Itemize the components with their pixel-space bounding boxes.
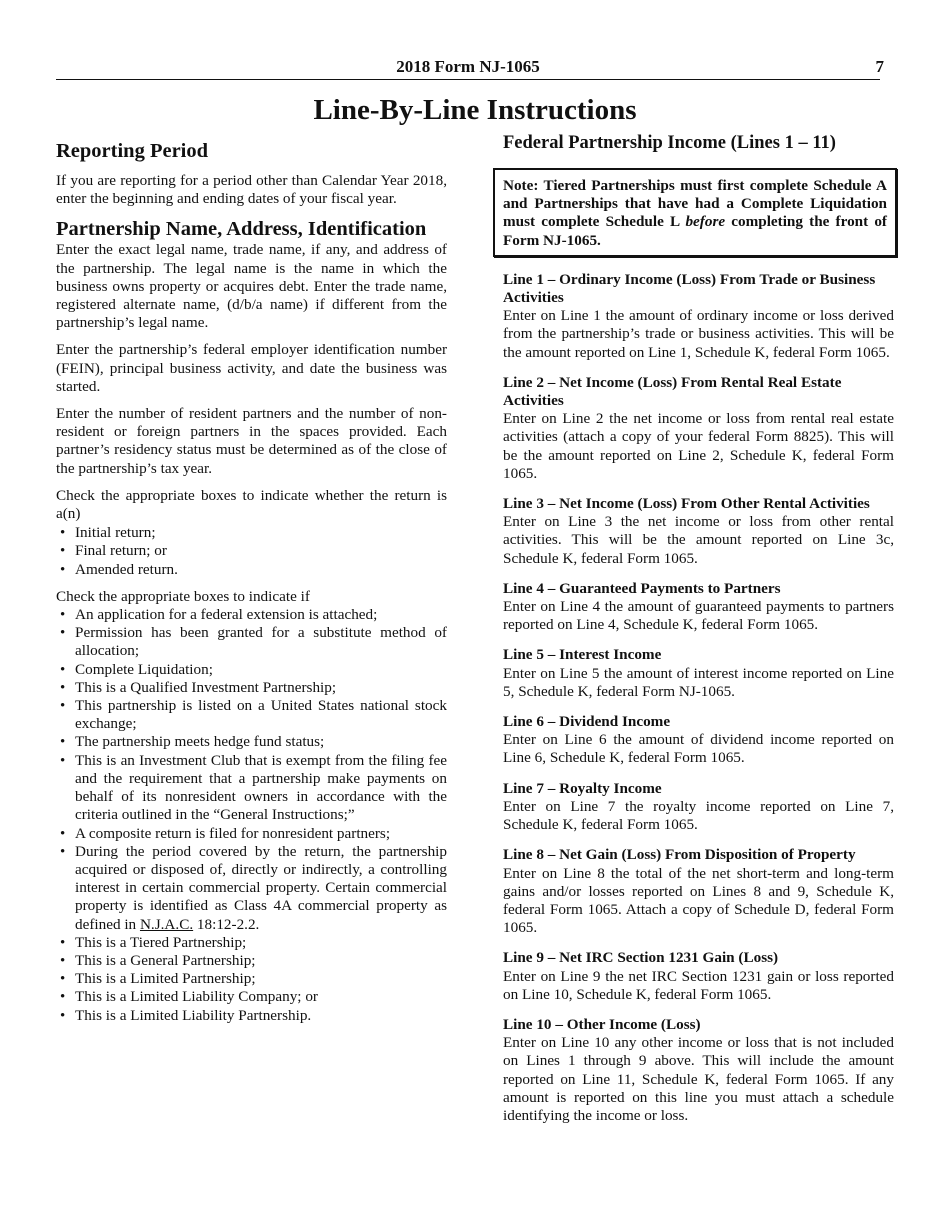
return-type-list: [56, 524, 447, 579]
line-3-item: [503, 495, 894, 568]
line-7-item: [503, 780, 894, 835]
control-text-post: 18:12-2.2.: [193, 915, 260, 933]
note-pre: Note: Tiered Partnerships must first complete Schedule A and Partnerships that have had a Complete Liquidation must complete Schedule L: [503, 177, 887, 231]
reporting-period-heading: Reporting Period: [56, 140, 209, 162]
list-item: • This is a Limited Liability Partnership.: [56, 1007, 447, 1025]
partnership-p1: Enter the exact legal name, trade name, if any, and address of the partnership. The legal name is the name in which the business owns property or acquires debt. Enter the trade name, registered alternate name, (d/b/a name) if different from the partnership’s legal name.: [56, 241, 447, 332]
line-title: Line 6 – Dividend Income: [503, 713, 671, 731]
line-10-item: [503, 1016, 894, 1125]
list-item: • Permission has been granted for a substitute method of allocation;: [56, 624, 447, 660]
line-text: Enter on Line 9 the net IRC Section 1231 gain or loss reported on Line 10, Schedule K, federal Form 1065.: [503, 967, 894, 1003]
line-1-item: [503, 271, 894, 362]
list-item: • Initial return;: [56, 524, 447, 542]
left-column: [56, 138, 447, 1025]
list-item: • This partnership is listed on a United States national stock exchange;: [56, 697, 447, 733]
list-item: [56, 843, 447, 934]
line-title: Line 5 – Interest Income: [503, 646, 662, 664]
line-4-item: [503, 580, 894, 635]
partnership-p5: Check the appropriate boxes to indicate if: [56, 587, 310, 605]
line-text: Enter on Line 5 the amount of interest income reported on Line 5, Schedule K, federal Form NJ-1065.: [503, 664, 894, 700]
control-text-pre: During the period covered by the return, the partnership acquired or disposed of, directly or indirectly, a controlling interest in certain commercial property. Certain commercial property is identified as Class 4A commercial property as defined in: [75, 842, 447, 933]
list-item: • Amended return.: [56, 561, 447, 579]
line-text: Enter on Line 8 the total of the net short-term and long-term gains and/or losses reported on Lines 8 and 9, Schedule K, federal Form 1065. Attach a copy of Schedule D, federal Form 1065.: [503, 864, 894, 937]
line-title: Line 8 – Net Gain (Loss) From Disposition of Property: [503, 846, 856, 864]
partnership-p4: Check the appropriate boxes to indicate whether the return is a(n): [56, 486, 447, 523]
line-text: Enter on Line 7 the royalty income reported on Line 7, Schedule K, federal Form 1065.: [503, 797, 894, 834]
partnership-p3: Enter the number of resident partners and the number of non-resident or foreign partners in the spaces provided. Each partner’s residency status must be determined as of the close of the partnership’s tax year.: [56, 405, 447, 477]
partnership-heading: Partnership Name, Address, Identification: [56, 218, 427, 241]
line-text: Enter on Line 6 the amount of dividend income reported on Line 6, Schedule K, federal Form 1065.: [503, 731, 894, 767]
list-item: • This is a General Partnership;: [56, 952, 447, 970]
njac-reference: N.J.A.C.: [139, 915, 194, 933]
line-title: Line 9 – Net IRC Section 1231 Gain (Loss): [503, 949, 779, 967]
list-item: • This is a Tiered Partnership;: [56, 934, 447, 952]
page-number: 7: [870, 57, 885, 77]
line-title: Line 4 – Guaranteed Payments to Partners: [503, 579, 781, 597]
note-post: completing the front of Form NJ-1065.: [503, 213, 887, 249]
list-item: • This is an Investment Club that is exempt from the filing fee and the requirement that a partnership make payments on behalf of its nonresident owners in accordance with the criteria outlined in the “General Instructions;”: [56, 752, 447, 825]
line-title: Line 7 – Royalty Income: [503, 779, 662, 797]
list-item: • An application for a federal extension is attached;: [56, 606, 447, 624]
note-emphasis: before: [685, 213, 726, 231]
note-text: [503, 177, 887, 250]
line-2-item: [503, 374, 894, 483]
page-title: Line-By-Line Instructions: [313, 94, 637, 126]
list-item: • This is a Qualified Investment Partnership;: [56, 679, 447, 697]
reporting-period-text: If you are reporting for a period other than Calendar Year 2018, enter the beginning and ending dates of your fiscal year.: [56, 172, 447, 208]
list-item: • A composite return is filed for nonresident partners;: [56, 825, 447, 843]
list-item: • Complete Liquidation;: [56, 661, 447, 679]
line-8-item: [503, 846, 894, 937]
right-column: [503, 130, 894, 1137]
list-item: • Final return; or: [56, 542, 447, 560]
page-header: [56, 57, 884, 80]
line-title: Line 10 – Other Income (Loss): [503, 1015, 701, 1033]
line-title: Line 2 – Net Income (Loss) From Rental Real Estate Activities: [503, 373, 842, 410]
note-box: [493, 168, 897, 257]
indicator-list: [56, 606, 447, 1025]
line-text: Enter on Line 2 the net income or loss from rental real estate activities (attach a copy of your federal Form 8825). This will be the amount reported on Line 2, Schedule K, federal Form 1065.: [503, 410, 894, 482]
partnership-p2: Enter the partnership’s federal employer identification number (FEIN), principal business activity, and date the business was started.: [56, 341, 447, 395]
form-title: 2018 Form NJ-1065: [392, 57, 544, 76]
list-item: • This is a Limited Partnership;: [56, 970, 447, 988]
line-5-item: [503, 646, 894, 701]
line-9-item: [503, 949, 894, 1004]
line-text: Enter on Line 4 the amount of guaranteed payments to partners reported on Line 4, Schedule K, federal Form 1065.: [503, 598, 894, 634]
line-text: Enter on Line 1 the amount of ordinary income or loss derived from the partnership’s trade or business activities. This will be the amount reported on Line 1, Schedule K, federal Form 1065.: [503, 307, 894, 361]
line-title: Line 1 – Ordinary Income (Loss) From Trade or Business Activities: [503, 270, 876, 307]
line-6-item: [503, 713, 894, 768]
line-title: Line 3 – Net Income (Loss) From Other Rental Activities: [503, 495, 870, 513]
list-item: • The partnership meets hedge fund status;: [56, 733, 447, 751]
federal-income-heading: Federal Partnership Income (Lines 1 – 11): [503, 133, 836, 153]
list-item: • This is a Limited Liability Company; or: [56, 988, 447, 1006]
line-text: Enter on Line 3 the net income or loss from other rental activities. This will be the amount reported on Line 3c, Schedule K, federal Form 1065.: [503, 513, 894, 567]
line-text: Enter on Line 10 any other income or loss that is not included on Lines 1 through 9 above. This will include the amount reported on Line 11, Schedule K, federal Form 1065. If any amount is reported on this line you must attach a schedule identifying the income or loss.: [503, 1034, 894, 1124]
